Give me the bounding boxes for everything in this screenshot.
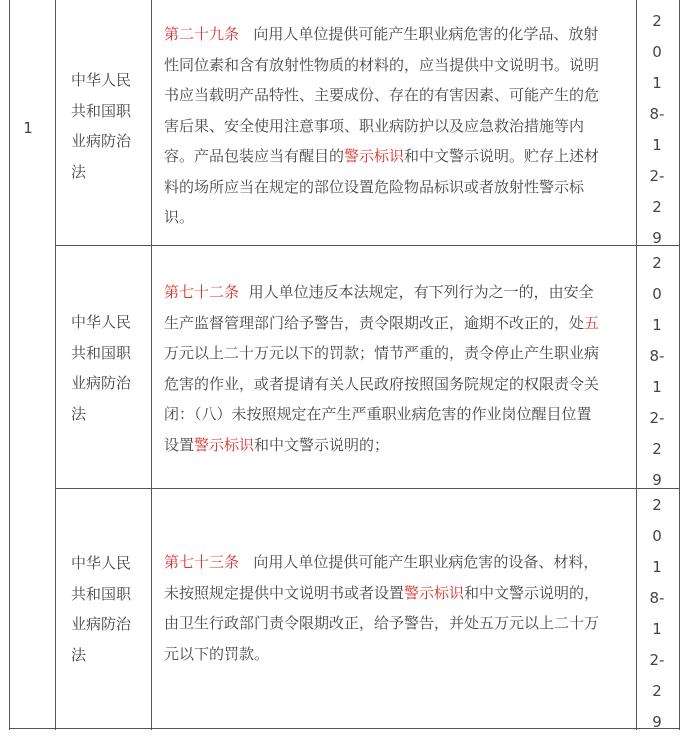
article-text: 万元以上二十万元以下的罚款；情节严重的，责令停止产生职业病 [164, 344, 600, 362]
date-char: 2 [652, 198, 662, 216]
article-cell-3 [164, 547, 630, 669]
law-name-cell-1 [57, 65, 149, 187]
article-text: 书应当载明产品特性、主要成份、存在的有害因素、可能产生的危 [164, 86, 600, 104]
date-char: 9 [652, 229, 662, 247]
law-name-line: 法 [71, 645, 87, 664]
table-border-bottom [9, 728, 680, 729]
article-text: 闭：（八）未按照规定在产生严重职业病危害的作业岗位醒目位置 [164, 405, 592, 423]
date-char: 9 [652, 471, 662, 489]
law-name-line: 共和国职 [71, 101, 132, 120]
article-text: 和中文警示说明。贮存上述材 [404, 147, 600, 165]
article-text: 害后果、安全使用注意事项、职业病防护以及应急救治措施等内 [164, 116, 585, 135]
date-char: 8- [649, 105, 665, 123]
article-text: 用人单位违反本法规定，有下列行为之一的，由安全 [248, 283, 594, 301]
row-divider-1 [55, 245, 680, 246]
date-char: 2- [649, 167, 665, 185]
article-text: 容。产品包装应当有醒目的 [164, 147, 345, 165]
article-number: 第七十二条 [164, 283, 240, 301]
date-char: 8- [649, 347, 665, 365]
date-char: 2- [649, 409, 665, 427]
date-char: 0 [652, 527, 662, 545]
table-border-right [679, 0, 680, 730]
article-number: 第七十三条 [164, 553, 240, 571]
article-text: 识。 [164, 208, 195, 226]
article-text: 设置 [164, 435, 195, 454]
warning-sign-term: 警示标识 [194, 435, 255, 454]
date-char: 1 [652, 620, 662, 638]
article-text: 性同位素和含有放射性物质的材料的，应当提供中文说明书。说明 [164, 55, 600, 74]
article-cell-1 [164, 19, 630, 233]
date-char: 2 [652, 254, 662, 272]
date-cell-3 [638, 490, 676, 738]
date-char: 0 [652, 43, 662, 61]
law-name-line: 业病防治 [71, 374, 132, 392]
table-border-col3 [636, 0, 637, 730]
date-cell-1 [638, 6, 676, 254]
table-border-col2 [151, 0, 152, 730]
date-char: 0 [652, 285, 662, 303]
table-border-col1 [55, 0, 56, 730]
article-text: 料的场所应当在规定的部位设置危险物品标识或者放射性警示标 [164, 177, 585, 196]
fine-amount-highlight: 五 [584, 313, 600, 332]
law-name-line: 中华人民 [71, 71, 132, 89]
warning-sign-term: 警示标识 [344, 147, 405, 165]
law-name-line: 法 [71, 404, 87, 423]
date-char: 2 [652, 496, 662, 514]
date-cell-2 [638, 248, 676, 496]
date-char: 2 [652, 682, 662, 700]
article-text: 危害的作业，或者提请有关人民政府按照国务院规定的权限责令关 [164, 374, 600, 393]
date-char: 2- [649, 651, 665, 669]
date-char: 1 [652, 316, 662, 334]
row-number-cell [10, 0, 46, 255]
article-text: 向用人单位提供可能产生职业病危害的化学品、放射 [253, 25, 599, 43]
row-number: 1 [23, 118, 33, 137]
date-char: 1 [652, 74, 662, 92]
law-name-line: 业病防治 [71, 132, 132, 150]
date-char: 9 [652, 713, 662, 731]
row-divider-2 [55, 488, 680, 489]
date-char: 2 [652, 440, 662, 458]
date-char: 2 [652, 12, 662, 30]
date-char: 1 [652, 378, 662, 396]
article-text: 未按照规定提供中文说明书或者设置 [164, 583, 405, 602]
warning-sign-term: 警示标识 [404, 583, 465, 602]
date-char: 8- [649, 589, 665, 607]
article-text: 和中文警示说明的； [254, 435, 390, 454]
date-char: 1 [652, 558, 662, 576]
law-name-line: 中华人民 [71, 313, 132, 331]
law-name-line: 中华人民 [71, 554, 132, 572]
law-name-cell-3 [57, 548, 149, 670]
law-name-line: 法 [71, 162, 87, 181]
article-cell-2 [164, 277, 630, 460]
law-name-line: 业病防治 [71, 615, 132, 633]
article-text: 生产监督管理部门给予警告，责令限期改正，逾期不改正的，处 [164, 313, 585, 332]
date-char: 1 [652, 136, 662, 154]
law-name-cell-2 [57, 307, 149, 429]
article-number: 第二十九条 [164, 25, 240, 43]
law-name-line: 共和国职 [71, 343, 132, 362]
article-text: 由卫生行政部门责令限期改正，给予警告，并处五万元以上二十万 [164, 614, 600, 632]
article-text: 元以下的罚款。 [164, 644, 270, 663]
article-text: 和中文警示说明的， [464, 583, 600, 602]
article-text: 向用人单位提供可能产生职业病危害的设备、材料， [253, 553, 599, 571]
law-name-line: 共和国职 [71, 584, 132, 603]
